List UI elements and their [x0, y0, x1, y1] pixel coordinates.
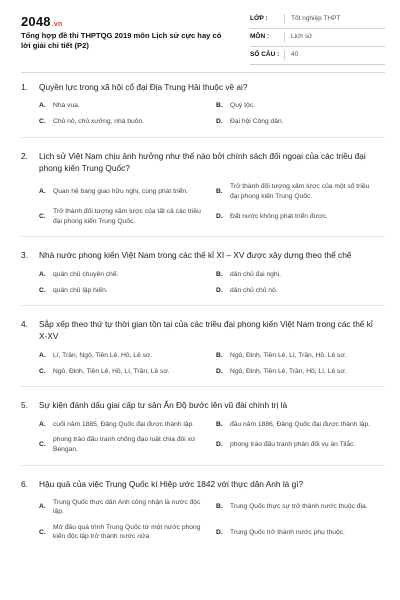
option-key: C. [39, 441, 46, 449]
option-text: dân chủ chủ nô. [230, 286, 278, 294]
answer-option[interactable] [216, 366, 385, 376]
answer-option[interactable] [216, 269, 385, 279]
option-text: quân chủ lập hiến. [53, 286, 108, 294]
logo-suffix: .vn [51, 21, 63, 28]
option-key: D. [216, 212, 223, 220]
option-text: Nhà vua. [53, 102, 80, 110]
question-text: Quyền lực trong xã hội cổ đại Địa Trung Hải thuộc về ai? [39, 82, 248, 92]
option-key: A. [39, 351, 46, 359]
question-text: Sự kiện đánh dấu giai cấp tư sản Ấn Độ bước lên vũ đài chính trị là [39, 400, 288, 411]
meta-value: 40 [291, 51, 299, 58]
header [0, 0, 400, 60]
option-key: B. [216, 187, 223, 195]
site-logo[interactable] [21, 14, 62, 29]
answer-option[interactable] [39, 285, 208, 295]
answer-option[interactable] [39, 117, 208, 127]
option-key: D. [216, 118, 223, 126]
answer-option[interactable] [216, 182, 385, 201]
question-number: 5. [21, 400, 28, 411]
option-text: Trung Quốc thực dân Anh công nhận là nước độc lập. [53, 498, 201, 516]
meta-label: LỚP : [250, 15, 268, 22]
option-grid [21, 269, 385, 295]
option-key: A. [39, 270, 46, 278]
option-text: cuối năm 1885, Đảng Quốc đại được thành lập. [53, 420, 195, 428]
answer-option[interactable] [39, 523, 208, 542]
answer-option[interactable] [216, 350, 385, 360]
logo-number: 2048 [21, 14, 51, 29]
option-key: A. [39, 102, 46, 110]
answer-option[interactable] [216, 207, 385, 226]
question-text: Lịch sử Việt Nam chịu ảnh hưởng như thế nào bởi chính sách đối ngoại của các triều đại phong kiến Trung Quốc? [39, 151, 366, 173]
answer-option[interactable] [39, 269, 208, 279]
question-text: Hậu quả của việc Trung Quốc kí Hiệp ước 1842 với thực dân Anh là gì? [39, 478, 304, 489]
option-text: Quý tộc. [230, 102, 255, 110]
option-key: C. [39, 212, 46, 220]
question-number: 6. [21, 478, 28, 489]
meta-row-class [250, 14, 385, 29]
answer-option[interactable] [216, 117, 385, 127]
meta-divider [284, 50, 285, 60]
option-grid [21, 498, 385, 542]
option-text: Đất nước không phát triển được. [230, 212, 328, 220]
option-key: B. [216, 351, 223, 359]
option-key: B. [216, 420, 223, 428]
option-text: quân chủ chuyên chế. [53, 270, 119, 278]
option-text: Mở đầu quá trình Trung Quốc từ một nước phong kiến độc lập trở thành nước nửa [53, 523, 201, 541]
option-text: Ngô, Đinh, Tiền Lê, Trần, Hồ, Lí, Lê sơ. [230, 367, 347, 375]
question [21, 315, 385, 387]
question [21, 246, 385, 306]
option-key: C. [39, 528, 46, 536]
answer-option[interactable] [39, 366, 208, 376]
header-divider [21, 72, 385, 73]
option-text: Quan hệ bang giao hữu nghị, cùng phát triển. [53, 187, 188, 195]
meta-label: SỐ CÂU : [250, 51, 280, 58]
question-number: 3. [21, 250, 28, 261]
option-key: D. [216, 528, 223, 536]
option-key: A. [39, 503, 46, 511]
meta-label: MÔN : [250, 33, 270, 40]
answer-option[interactable] [39, 207, 208, 226]
question [21, 78, 385, 138]
option-text: phong trào đấu tranh phản đối vụ án Tilắc. [230, 441, 356, 449]
answer-option[interactable] [216, 101, 385, 111]
option-key: A. [39, 187, 46, 195]
answer-option[interactable] [39, 435, 208, 454]
option-key: B. [216, 503, 223, 511]
option-grid [21, 350, 385, 376]
option-key: C. [39, 118, 46, 126]
meta-value: Tốt nghiệp THPT [291, 15, 341, 22]
option-text: Chủ nô, chủ xưởng, nhà buôn. [53, 118, 145, 126]
option-text: phong trào đấu tranh chống đạo luật chia đôi xứ Bengan. [53, 436, 196, 453]
option-key: C. [39, 367, 46, 375]
option-text: Ngô, Đinh, Tiền Lê, Hồ, Lí, Trần, Lê sơ. [53, 367, 170, 375]
answer-option[interactable] [39, 101, 208, 111]
option-text: Lí, Trần, Ngô, Tiền Lê, Hồ, Lê sơ. [53, 351, 153, 359]
option-text: Trở thành đối tượng xâm lược của một số triều đại phong kiến Trung Quốc. [230, 183, 370, 200]
option-key: D. [216, 286, 223, 294]
option-key: B. [216, 102, 223, 110]
option-key: D. [216, 367, 223, 375]
option-key: A. [39, 420, 46, 428]
option-grid [21, 182, 385, 226]
answer-option[interactable] [216, 285, 385, 295]
answer-option[interactable] [216, 419, 385, 429]
meta-value: Lịch sử [291, 33, 313, 40]
option-key: D. [216, 441, 223, 449]
answer-option[interactable] [216, 523, 385, 542]
option-text: Trung Quốc thực sự trở thành nước thuộc địa. [230, 503, 368, 511]
meta-table [250, 14, 385, 68]
answer-option[interactable] [39, 350, 208, 360]
option-text: Trở thành đối tượng xâm lược của tất cả các triều đại phong kiến Trung Quốc. [53, 208, 201, 225]
option-text: đầu năm 1886, Đảng Quốc đại được thành lập. [230, 420, 371, 428]
option-key: C. [39, 286, 46, 294]
question [21, 475, 385, 552]
answer-option[interactable] [39, 498, 208, 517]
meta-row-count [250, 50, 385, 65]
question [21, 396, 385, 465]
document-title: Tổng hợp đề thi THPTQG 2019 môn Lịch sử cực hay có lời giải chi tiết (P2) [21, 31, 222, 50]
question-number: 1. [21, 82, 28, 92]
option-text: Đại hội Công dân. [230, 118, 284, 126]
option-key: B. [216, 270, 223, 278]
option-grid [21, 101, 385, 127]
answer-option[interactable] [39, 182, 208, 201]
option-grid [21, 419, 385, 454]
answer-option[interactable] [39, 419, 208, 429]
question-number: 2. [21, 151, 28, 161]
question [21, 147, 385, 237]
meta-divider [284, 32, 285, 42]
option-text: Ngô, Đinh, Tiền Lê, Lí, Trần, Hồ, Lê sơ. [230, 351, 347, 359]
meta-divider [284, 14, 285, 24]
option-text: Trung Quốc trở thành nước phụ thuộc. [230, 528, 345, 536]
option-text: dân chủ đại nghị. [230, 270, 281, 278]
question-list [0, 78, 400, 561]
meta-row-subject [250, 32, 385, 47]
question-text: Nhà nước phong kiến Việt Nam trong các thế kỉ XI – XV được xây dựng theo thể chế [39, 250, 352, 261]
question-number: 4. [21, 319, 28, 330]
question-text: Sắp xếp theo thứ tự thời gian tồn tại của các triều đại phong kiến Việt Nam trong các thế kỉ X-XV [39, 319, 373, 342]
answer-option[interactable] [216, 498, 385, 517]
answer-option[interactable] [216, 435, 385, 454]
